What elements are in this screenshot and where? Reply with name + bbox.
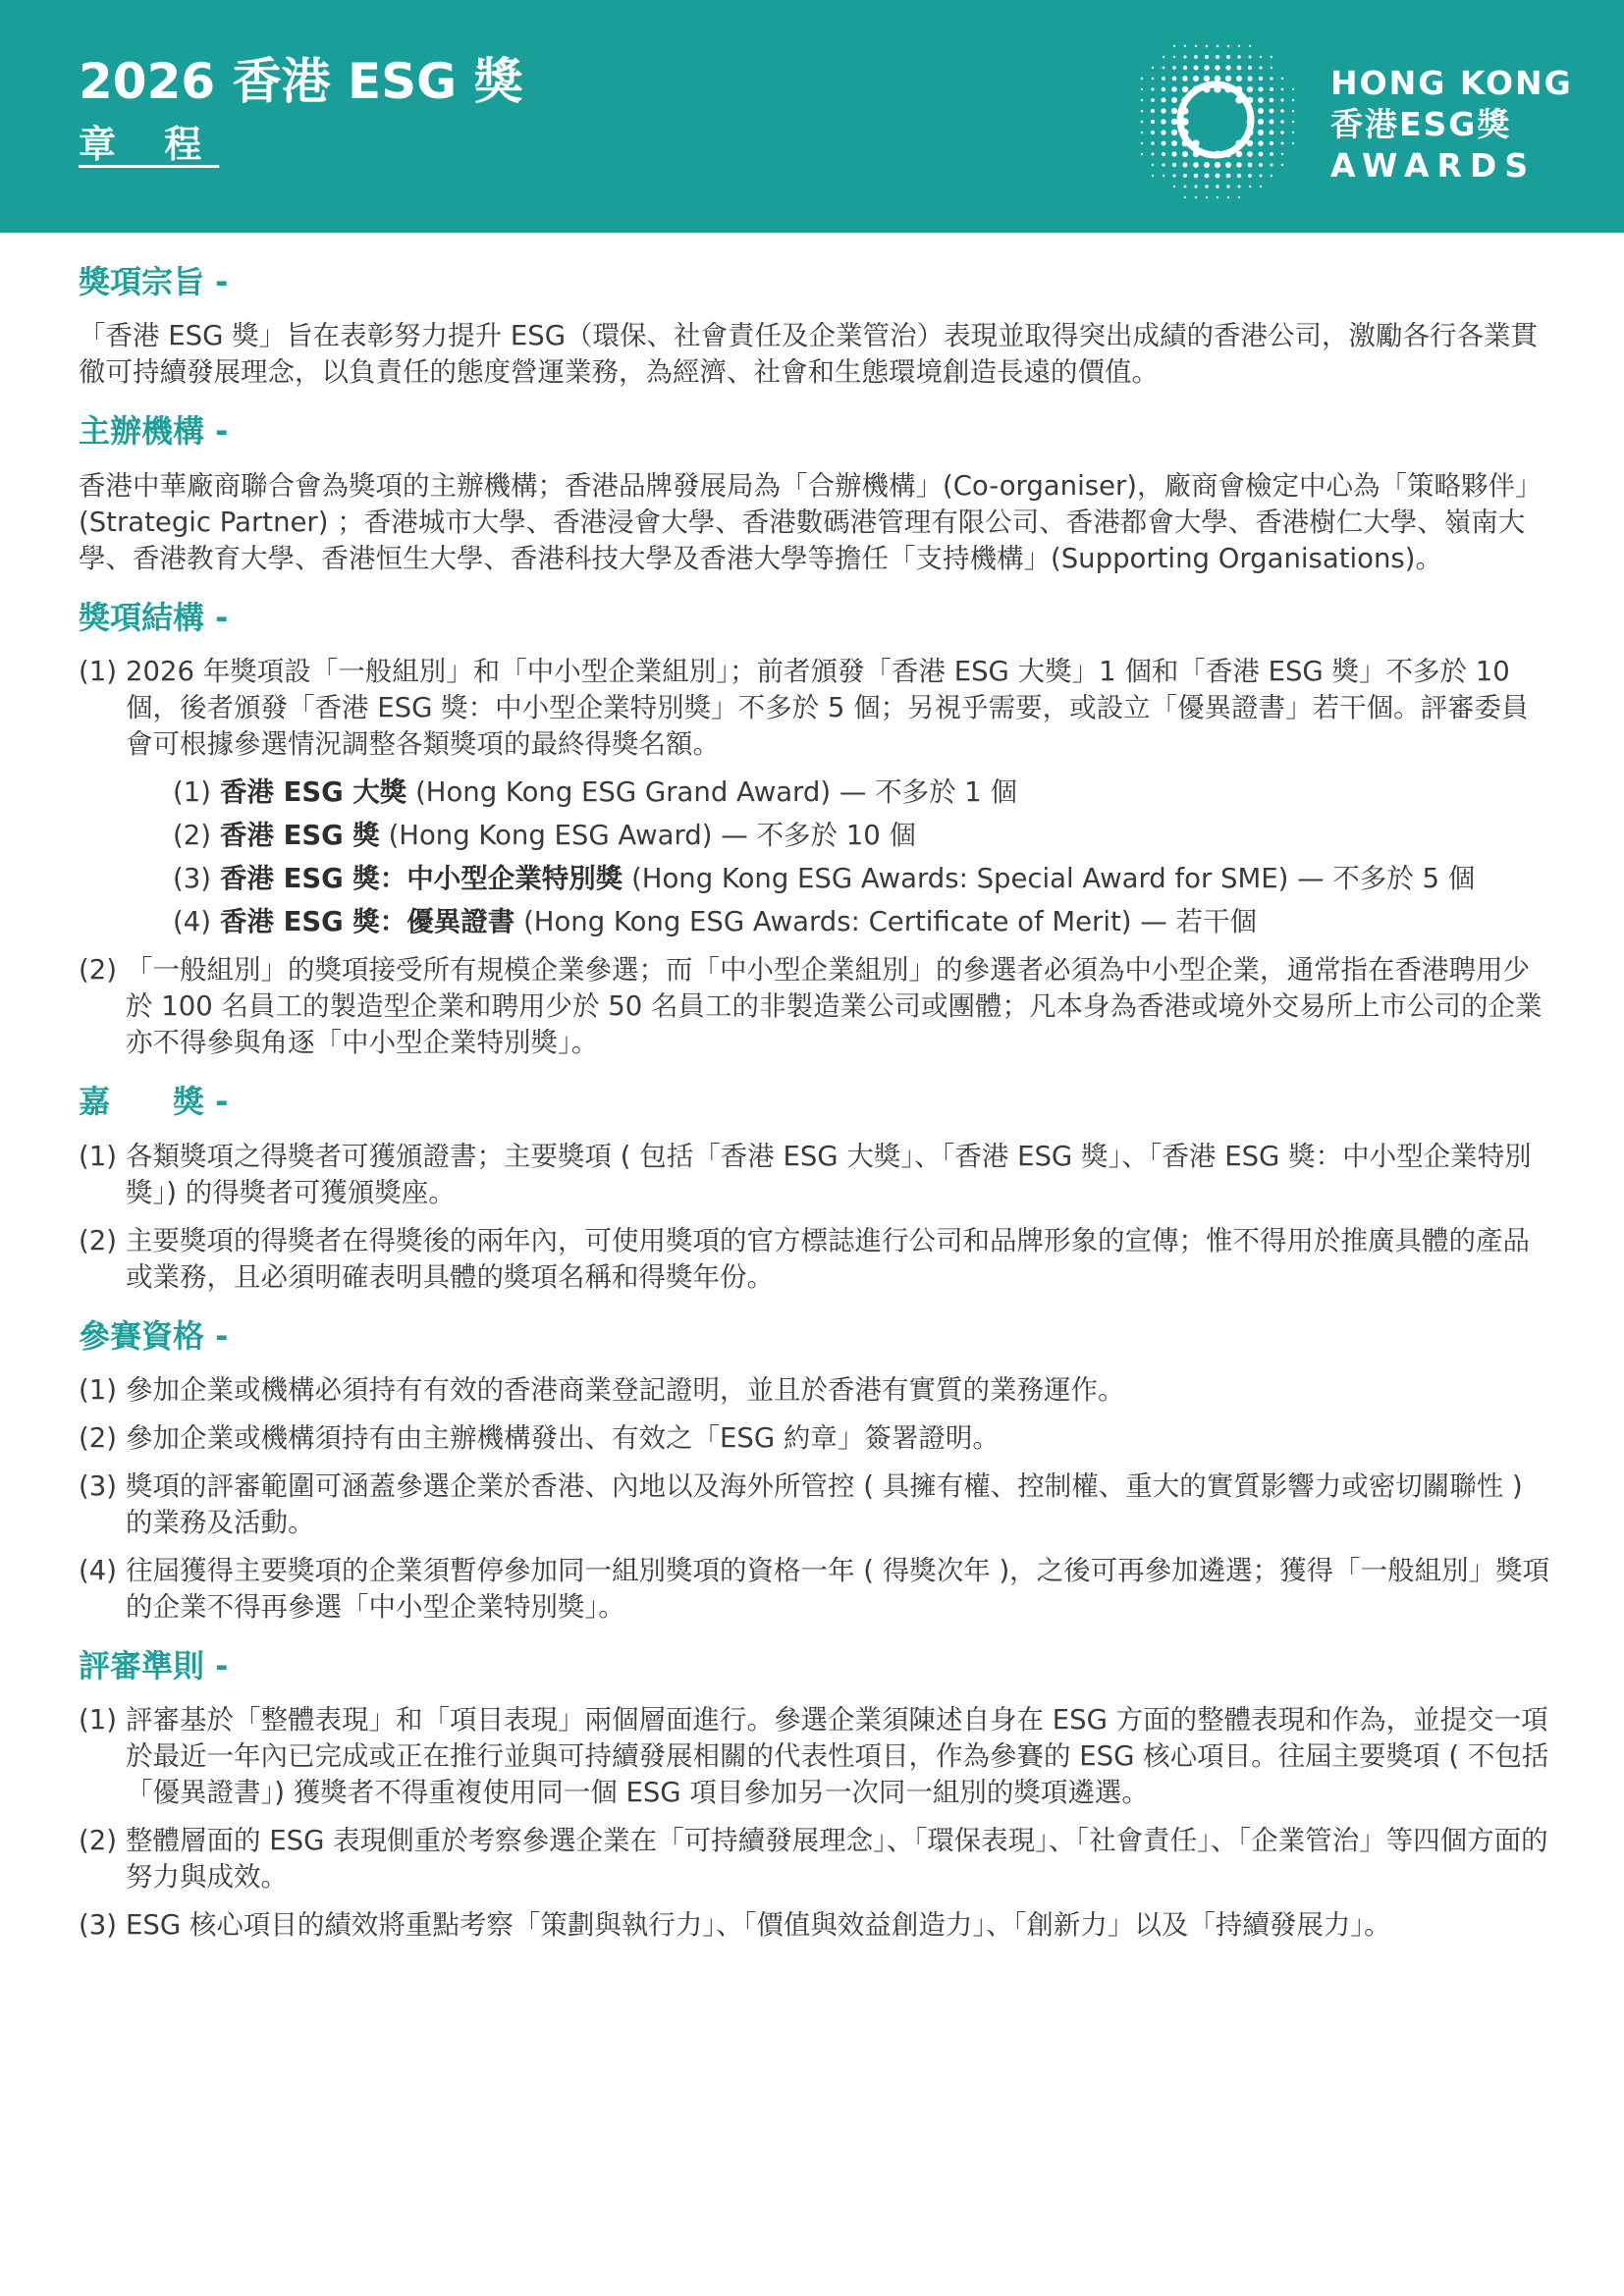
eligibility-list	[79, 1372, 1551, 1626]
item-number: (3)	[79, 1909, 117, 1942]
item-number: (1)	[79, 1373, 117, 1406]
award-item	[173, 904, 1551, 940]
section-eligibility	[79, 1317, 1551, 1626]
list-item	[79, 1420, 1551, 1457]
item-number: (2)	[79, 1825, 117, 1857]
list-item	[79, 1702, 1551, 1811]
item-number: (2)	[79, 954, 117, 987]
item-number: (3)	[79, 1469, 117, 1502]
item-text: 主要獎項的得獎者在得獎後的兩年內，可使用獎項的官方標誌進行公司和品牌形象的宣傳；惟不得用於推廣具體的產品或業務，且必須明確表明具體的獎項名稱和得獎年份。	[126, 1224, 1530, 1293]
structure-list	[79, 654, 1551, 1061]
award-english: (Hong Kong ESG Awards: Special Award for SME)	[631, 863, 1289, 895]
award-name: 香港 ESG 獎：優異證書	[220, 906, 515, 938]
award-name: 香港 ESG 大獎	[220, 776, 407, 809]
section-organiser	[79, 412, 1551, 576]
award-limit: — 不多於 5 個	[1297, 863, 1476, 895]
item-text: 參加企業或機構必須持有有效的香港商業登記證明，並且於香港有實質的業務運作。	[126, 1373, 1125, 1406]
logo-line-3: AWARDS	[1330, 146, 1537, 185]
list-item	[79, 1223, 1551, 1296]
item-number: (4)	[79, 1554, 117, 1586]
item-text: 各類獎項之得獎者可獲頒證書；主要獎項 ( 包括「香港 ESG 大獎」、「香港 ESG 獎」、「香港 ESG 獎：中小型企業特別獎」) 的得獎者可獲頒獎座。	[126, 1140, 1532, 1208]
award-item	[173, 774, 1551, 811]
list-item	[79, 1372, 1551, 1409]
item-text: 2026 年獎項設「一般組別」和「中小型企業組別」；前者頒發「香港 ESG 大獎」1 個和「香港 ESG 獎」不多於 10 個，後者頒發「香港 ESG 獎：中小型企業特別獎」不多於 5 個；另視乎需要，或設立「優異證書」若干個。評審委員會可根據參選情況調整各類獎項的最終得獎名額。	[126, 656, 1529, 761]
awards-logo-text	[1330, 63, 1573, 187]
item-text: 獎項的評審範圍可涵蓋參選企業於香港、內地以及海外所管控 ( 具擁有權、控制權、重大的實質影響力或密切關聯性 ) 的業務及活動。	[126, 1469, 1523, 1538]
page-subtitle: 章 程	[79, 123, 220, 166]
item-text: 往屆獲得主要獎項的企業須暫停參加同一組別獎項的資格一年 ( 得獎次年 )，之後可再參加遴選；獲得「一般組別」獎項的企業不得再參選「中小型企業特別獎」。	[126, 1554, 1550, 1623]
logo-line-2: 香港ESG獎	[1330, 105, 1512, 143]
item-number: (1)	[79, 656, 117, 688]
award-number: (3)	[173, 863, 211, 895]
section-purpose	[79, 263, 1551, 391]
list-item	[79, 1553, 1551, 1626]
award-list	[173, 774, 1551, 940]
award-limit: — 若干個	[1140, 906, 1258, 938]
award-limit: — 不多於 1 個	[839, 776, 1018, 809]
section-text: 「香港 ESG 獎」旨在表彰努力提升 ESG（環保、社會責任及企業管治）表現並取得突出成績的香港公司，激勵各行各業貫徹可持續發展理念，以負責任的態度營運業務，為經濟、社會和生態環境創造長遠的價值。	[79, 320, 1539, 389]
award-english: (Hong Kong ESG Award)	[388, 820, 713, 852]
item-text: 參加企業或機構須持有由主辦機構發出、有效之「ESG 約章」簽署證明。	[126, 1421, 1000, 1454]
item-number: (1)	[79, 1704, 117, 1736]
list-item	[79, 1468, 1551, 1541]
document-body	[79, 263, 1551, 1965]
page-title: 2026 香港 ESG 獎	[79, 53, 523, 110]
criteria-list	[79, 1702, 1551, 1944]
header-banner	[0, 0, 1624, 233]
item-number: (2)	[79, 1421, 117, 1454]
item-text: 整體層面的 ESG 表現側重於考察參選企業在「可持續發展理念」、「環保表現」、「社會責任」、「企業管治」等四個方面的努力與成效。	[126, 1825, 1548, 1894]
award-number: (4)	[173, 906, 211, 938]
prizes-list	[79, 1139, 1551, 1296]
award-name: 香港 ESG 獎：中小型企業特別獎	[220, 863, 623, 895]
award-number: (1)	[173, 776, 211, 809]
list-item	[79, 1907, 1551, 1944]
list-item	[79, 952, 1551, 1061]
award-item	[173, 818, 1551, 854]
section-structure	[79, 599, 1551, 1061]
award-name: 香港 ESG 獎	[220, 820, 380, 852]
award-english: (Hong Kong ESG Awards: Certificate of Merit)	[523, 906, 1132, 938]
list-item	[79, 1139, 1551, 1211]
award-number: (2)	[173, 820, 211, 852]
section-prizes	[79, 1083, 1551, 1295]
logo-line-1: HONG KONG	[1330, 64, 1573, 102]
section-heading: 嘉 獎 -	[79, 1083, 229, 1121]
section-heading: 獎項宗旨 -	[79, 263, 229, 300]
section-heading: 參賽資格 -	[79, 1316, 229, 1355]
list-item	[79, 1823, 1551, 1896]
awards-logo-icon	[1127, 31, 1304, 208]
item-text: 評審基於「整體表現」和「項目表現」兩個層面進行。參選企業須陳述自身在 ESG 方面的整體表現和作為，並提交一項於最近一年內已完成或正在推行並與可持續發展相關的代表性項目，作為參賽的 ESG 核心項目。往屆主要獎項 ( 不包括「優異證書」) 獲獎者不得重複使用同一個 ESG 項目參加另一次同一組別的獎項遴選。	[126, 1704, 1549, 1809]
award-english: (Hong Kong ESG Grand Award)	[415, 776, 832, 809]
section-heading: 主辦機構 -	[79, 412, 229, 451]
section-heading: 獎項結構 -	[79, 598, 229, 636]
section-criteria	[79, 1647, 1551, 1944]
item-text: 「一般組別」的獎項接受所有規模企業參選；而「中小型企業組別」的參選者必須為中小型企業，通常指在香港聘用少於 100 名員工的製造型企業和聘用少於 50 名員工的非製造業公司或團體；凡本身為香港或境外交易所上市公司的企業亦不得參與角逐「中小型企業特別獎」。	[126, 954, 1543, 1059]
item-number: (2)	[79, 1224, 117, 1256]
list-item	[79, 654, 1551, 940]
award-limit: — 不多於 10 個	[721, 820, 916, 852]
item-number: (1)	[79, 1140, 117, 1172]
section-text: 香港中華廠商聯合會為獎項的主辦機構；香港品牌發展局為「合辦機構」(Co-organiser)，廠商會檢定中心為「策略夥伴」(Strategic Partner) ；香港城市大學、香港浸會大學、香港數碼港管理有限公司、香港都會大學、香港樹仁大學、嶺南大學、香港教育大學、香港恒生大學、香港科技大學及香港大學等擔任「支持機構」(Supporting Organisations)。	[79, 469, 1543, 574]
item-text: ESG 核心項目的績效將重點考察「策劃與執行力」、「價值與效益創造力」、「創新力」以及「持續發展力」。	[126, 1909, 1391, 1942]
section-heading: 評審準則 -	[79, 1646, 229, 1684]
award-item	[173, 861, 1551, 897]
